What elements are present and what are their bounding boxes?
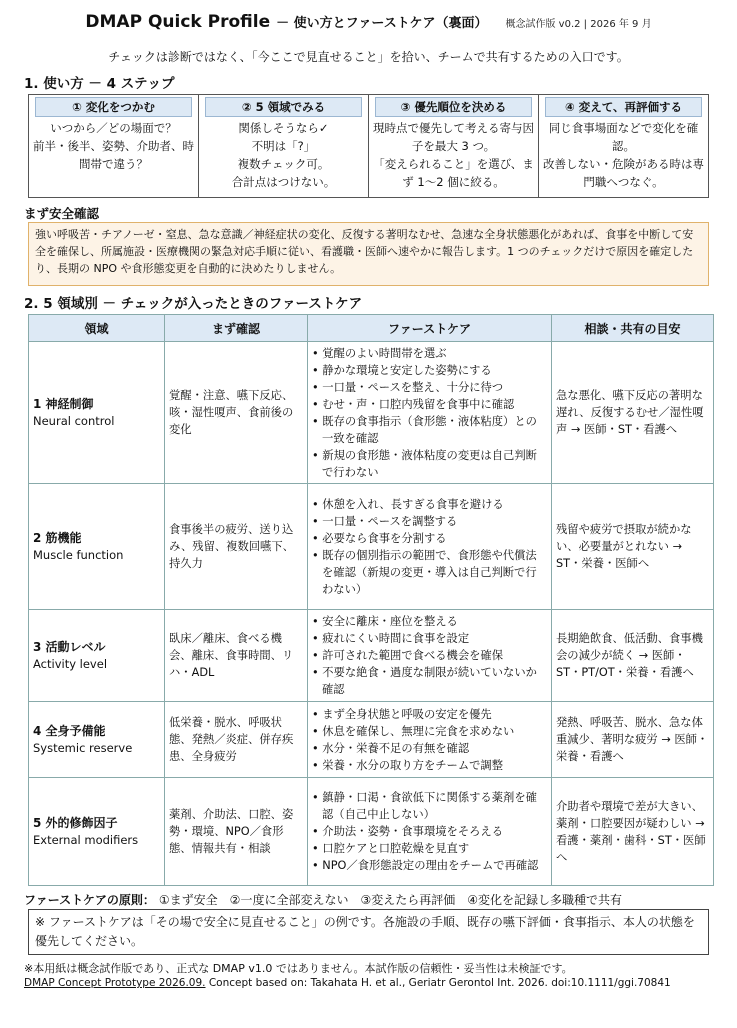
step-2 xyxy=(199,95,369,197)
check-cell: 低栄養・脱水、呼吸状態、発熱／炎症、併存疾患、全身疲労 xyxy=(165,702,308,778)
column-header-care: ファーストケア xyxy=(308,315,552,342)
principles-items: ①まず安全 ②一度に全部変えない ③変えたら再評価 ④変化を記録し多職種で共有 xyxy=(158,892,622,907)
consult-cell: 長期絶飲食、低活動、食事機会の減少が続く → 医師・ST・PT/OT・栄養・看護へ xyxy=(552,610,714,702)
prototype-link[interactable]: DMAP Concept Prototype 2026.09. xyxy=(24,977,206,989)
column-header-consult: 相談・共有の目安 xyxy=(552,315,714,342)
care-item: • 休息を確保し、無理に完食を求めない xyxy=(312,723,547,740)
domain-name-en: Activity level xyxy=(33,656,108,671)
step-title: ① 変化をつかむ xyxy=(35,97,192,117)
care-item: • 静かな環境と安定した姿勢にする xyxy=(312,362,547,379)
care-item: • 栄養・水分の取り方をチームで調整 xyxy=(312,757,547,774)
citation-text: Concept based on: Takahata H. et al., Geriatr Gerontol Int. 2026. doi:10.1111/ggi.70841 xyxy=(205,977,671,989)
care-item: • 介助法・姿勢・食事環境をそろえる xyxy=(312,823,547,840)
column-header-domain: 領域 xyxy=(29,315,165,342)
domain-name-jp: 5 外的修飾因子 xyxy=(33,815,118,830)
citation-line xyxy=(24,977,713,993)
step-3 xyxy=(369,95,539,197)
step-title: ③ 優先順位を決める xyxy=(375,97,532,117)
safety-heading: まず安全確認 xyxy=(24,206,100,221)
care-item: • 鎮静・口渇・食欲低下に関係する薬剤を確認（自己中止しない） xyxy=(312,789,547,823)
care-list xyxy=(312,496,547,598)
table-row xyxy=(29,610,714,702)
consult-cell: 発熱、呼吸苦、脱水、急な体重減少、著明な疲労 → 医師・栄養・看護へ xyxy=(552,702,714,778)
care-item: • 口腔ケアと口腔乾燥を見直す xyxy=(312,840,547,857)
care-item: • まず全身状態と呼吸の安定を優先 xyxy=(312,706,547,723)
care-item: • 一口量・ペースを調整する xyxy=(312,513,547,530)
care-item: • 覚醒のよい時間帯を選ぶ xyxy=(312,345,547,362)
step-title: ② 5 領域でみる xyxy=(205,97,362,117)
domain-name-jp: 2 筋機能 xyxy=(33,530,82,545)
care-item: • 許可された範囲で食べる機会を確保 xyxy=(312,647,547,664)
consult-cell: 急な悪化、嚥下反応の著明な遅れ、反復するむせ／湿性嗄声 → 医師・ST・看護へ xyxy=(552,342,714,484)
domain-table xyxy=(28,314,714,886)
care-item: • 休憩を入れ、長すぎる食事を避ける xyxy=(312,496,547,513)
table-row xyxy=(29,778,714,886)
steps-panel xyxy=(28,94,709,198)
care-item: • 新規の食形態・液体粘度の変更は自己判断で行わない xyxy=(312,447,547,481)
domain-cell xyxy=(29,342,165,484)
consult-cell: 残留や疲労で摂取が続かない、必要量がとれない → ST・栄養・医師へ xyxy=(552,484,714,610)
check-cell: 覚醒・注意、嚥下反応、咳・湿性嗄声、食前後の変化 xyxy=(165,342,308,484)
step-body: 関係しそうなら✓ 不明は「?」 複数チェック可。 合計点はつけない。 xyxy=(231,121,336,189)
table-row xyxy=(29,342,714,484)
check-cell: 食事後半の疲労、送り込み、残留、複数回嚥下、持久力 xyxy=(165,484,308,610)
care-item: • 既存の食事指示（食形態・液体粘度）との一致を確認 xyxy=(312,413,547,447)
care-item: • NPO／食形態設定の理由をチームで再確認 xyxy=(312,857,547,874)
care-cell xyxy=(308,702,552,778)
care-list xyxy=(312,706,547,774)
care-item: • 既存の個別指示の範囲で、食形態や代償法を確認（新規の変更・導入は自己判断で行わない） xyxy=(312,547,547,598)
consult-cell: 介助者や環境で差が大きい、薬剤・口腔要因が疑わしい → 看護・薬剤・歯科・ST・医師へ xyxy=(552,778,714,886)
care-item: • 必要なら食事を分割する xyxy=(312,530,547,547)
note-box: ※ ファーストケアは「その場で安全に見直せること」の例です。各施設の手順、既存の嚥下評価・食事指示、本人の状態を優先してください。 xyxy=(28,909,709,955)
domain-name-en: External modifiers xyxy=(33,832,139,847)
domain-cell xyxy=(29,610,165,702)
safety-warning-box: 強い呼吸苦・チアノーゼ・窒息、急な意識／神経症状の変化、反復する著明なむせ、急速な全身状態悪化があれば、食事を中断して安全を確保し、所属施設・医療機関の緊急対応手順に従い、看護職・医師へ速やかに報告します。1 つのチェックだけで原因を確定したり、長期の NPO や食形態変更を自動的に決めたりしません。 xyxy=(28,222,709,286)
table-header-row xyxy=(29,315,714,342)
care-cell xyxy=(308,342,552,484)
check-cell: 薬剤、介助法、口腔、姿勢・環境、NPO／食形態、情報共有・相談 xyxy=(165,778,308,886)
care-cell xyxy=(308,484,552,610)
section1-heading: 1. 使い方 － 4 ステップ xyxy=(24,76,175,92)
care-list xyxy=(312,613,547,698)
principles-label: ファーストケアの原則： xyxy=(24,892,155,907)
step-body: 同じ食事場面などで変化を確認。 改善しない・危険がある時は専門職へつなぐ。 xyxy=(543,121,704,189)
step-body: 現時点で優先して考える寄与因子を最大 3 つ。 「変えられること」を選び、まず 1～2 個に絞る。 xyxy=(373,121,534,189)
domain-name-jp: 1 神経制御 xyxy=(33,396,94,411)
care-item: • 疲れにくい時間に食事を設定 xyxy=(312,630,547,647)
principles-line xyxy=(24,889,713,909)
care-item: • 不要な絶食・過度な制限が続いていないか確認 xyxy=(312,664,547,698)
care-list xyxy=(312,789,547,874)
care-cell xyxy=(308,778,552,886)
care-list xyxy=(312,345,547,481)
step-4 xyxy=(539,95,708,197)
step-body: いつから／どの場面で？ 前半・後半、姿勢、介助者、時間帯で違う？ xyxy=(33,121,194,171)
version-label: 概念試作版 v0.2 | 2026 年 9 月 xyxy=(505,19,652,30)
header xyxy=(24,12,713,38)
domain-name-en: Muscle function xyxy=(33,547,124,562)
disclaimer-text: ※本用紙は概念試作版であり、正式な DMAP v1.0 ではありません。本試作版の信頼性・妥当性は未検証です。 xyxy=(24,962,573,975)
care-item: • 水分・栄養不足の有無を確認 xyxy=(312,740,547,757)
care-item: • 一口量・ペースを整え、十分に待つ xyxy=(312,379,547,396)
care-cell xyxy=(308,610,552,702)
page-subtitle: － 使い方とファーストケア（裏面） xyxy=(276,16,488,31)
table-row xyxy=(29,702,714,778)
column-header-check: まず確認 xyxy=(165,315,308,342)
page-title: DMAP Quick Profile xyxy=(85,12,271,32)
care-item: • 安全に離床・座位を整える xyxy=(312,613,547,630)
domain-name-jp: 4 全身予備能 xyxy=(33,723,106,738)
domain-cell xyxy=(29,778,165,886)
domain-cell xyxy=(29,484,165,610)
table-row xyxy=(29,484,714,610)
step-1 xyxy=(29,95,199,197)
lead-text: チェックは診断ではなく、「今ここで見直せること」を拾い、チームで共有するための入口です。 xyxy=(108,50,629,64)
check-cell: 臥床／離床、食べる機会、離床、食事時間、リハ・ADL xyxy=(165,610,308,702)
step-title: ④ 変えて、再評価する xyxy=(545,97,702,117)
domain-name-en: Systemic reserve xyxy=(33,740,133,755)
domain-cell xyxy=(29,702,165,778)
section2-heading: 2. 5 領域別 － チェックが入ったときのファーストケア xyxy=(24,296,363,312)
care-item: • むせ・声・口腔内残留を食事中に確認 xyxy=(312,396,547,413)
domain-name-jp: 3 活動レベル xyxy=(33,639,106,654)
domain-name-en: Neural control xyxy=(33,413,115,428)
